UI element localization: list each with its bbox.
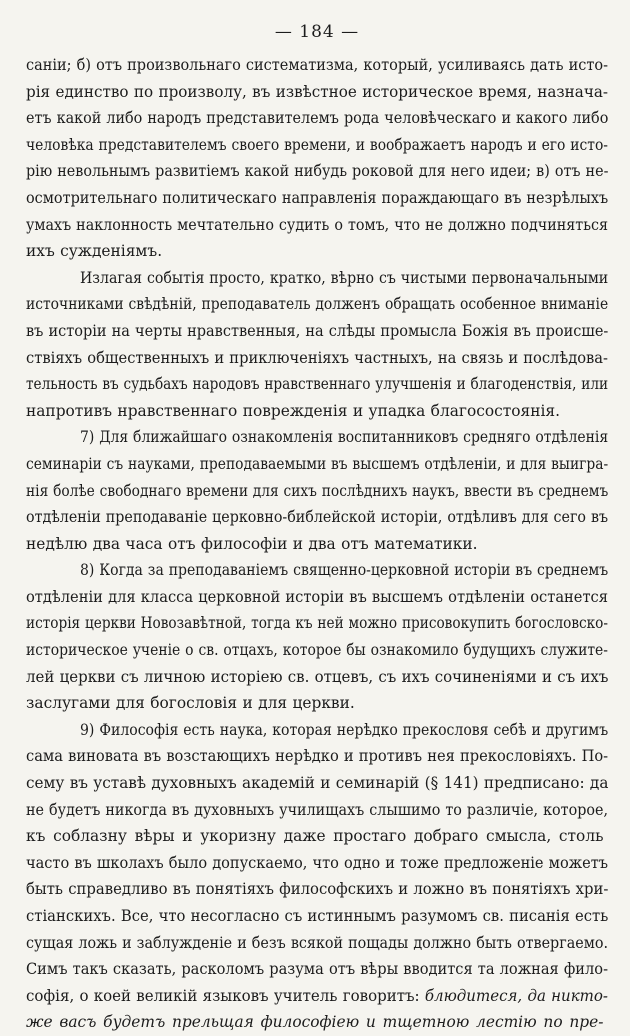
line-text: человѣка представителемъ своего времени, и воображаетъ народъ и его исто- [26, 135, 608, 154]
text-line [26, 398, 608, 425]
line-text: часто въ школахъ было допускаемо, что одно и тоже предложеніе можетъ [26, 853, 608, 872]
line-text: 7) Для ближайшаго ознакомленія воспитанниковъ средняго отдѣленія [80, 428, 609, 447]
page-number: — 184 — [274, 22, 360, 42]
text-line [26, 983, 608, 1010]
line-text: 9) Философія есть наука, которая нерѣдко прекословя себѣ и другимъ [80, 720, 609, 739]
text-line [26, 371, 608, 398]
text-line [26, 132, 608, 159]
text-line [26, 79, 608, 106]
text-line [26, 318, 608, 345]
line-text: семинаріи съ науками, преподаваемыми въ высшемъ отдѣленіи, и для выигра- [26, 454, 609, 473]
line-text: источниками свѣдѣній, преподаватель долженъ обращать особенное вниманіе [26, 295, 609, 314]
line-text: софія, о коей великій языковъ учитель говоритъ: [26, 986, 420, 1005]
line-text: отдѣленіи для класса церковной исторіи въ высшемъ отдѣленіи останется [26, 587, 608, 606]
line-text: историческое ученіе о св. отцахъ, которое бы ознакомило будущихъ служите- [26, 641, 608, 660]
line-text: умахъ наклонность мечтательно судить о томъ, что не должно подчиняться [26, 215, 608, 234]
line-text: саніи; б) отъ произвольнаго систематизма, который, усиливаясь дать исто- [26, 56, 608, 74]
line-text: въ исторіи на черты нравственныя, на слѣды промысла Божія въ происше- [26, 321, 609, 340]
line-text: отдѣленіи преподаваніе церковно-библейской исторіи, отдѣливъ для сего въ [26, 508, 609, 527]
line-text: къ соблазну вѣры и укоризну даже простаго добраго смысла, столь [26, 827, 604, 846]
text-line [26, 637, 608, 664]
text-line [26, 345, 608, 372]
text-line [26, 770, 608, 797]
line-text: стіанскихъ. Все, что несогласно съ истиннымъ разумомъ св. писанія есть [26, 907, 609, 925]
text-line [26, 823, 608, 850]
line-text: рія единство по произволу, въ извѣстное историческое время, назнача- [26, 82, 608, 101]
text-line [26, 478, 608, 505]
line-text: тельность въ судьбахъ народовъ нравственнаго улучшенія и благоденствія, или [26, 375, 609, 394]
line-text: не будетъ никогда въ духовныхъ училищахъ слышимо то различіе, которое, [26, 800, 608, 819]
text-line [26, 850, 608, 877]
text-line [26, 664, 608, 691]
line-text: етъ какой либо народъ представителемъ рода человѣческаго и какого либо [26, 109, 609, 128]
text-line [26, 797, 608, 824]
body-text [26, 52, 608, 1036]
line-text: 8) Когда за преподаваніемъ священно-церковной исторіи въ среднемъ [80, 561, 609, 580]
line-text: сущая ложь и заблужденіе и безъ всякой пощады должно быть отвергаемо. [26, 933, 608, 952]
text-line [26, 265, 608, 292]
text-line [26, 584, 608, 611]
text-line [26, 1009, 608, 1036]
text-line [26, 424, 608, 451]
line-text: осмотрительнаго политическаго направленія пораждающаго въ незрѣлыхъ [26, 188, 609, 207]
text-line [26, 743, 608, 770]
line-text: сама виновата въ возстающихъ нерѣдко и противъ нея прекословіяхъ. По- [26, 747, 609, 766]
line-text: нія болѣе свободнаго времени для сихъ послѣднихъ наукъ, ввести въ среднемъ [26, 481, 609, 500]
line-text: заслугами для богословія и для церкви. [26, 694, 355, 713]
text-line [26, 105, 608, 132]
text-line [26, 451, 608, 478]
text-line [26, 52, 608, 79]
text-line [26, 531, 608, 558]
text-line [26, 903, 608, 930]
text-line [26, 930, 608, 957]
line-text: сему въ уставѣ духовныхъ академій и семинарій (§ 141) предписано: да [26, 774, 609, 793]
text-line [26, 238, 608, 265]
text-line [26, 291, 608, 318]
line-text: исторія церкви Новозавѣтной, тогда къ ней можно присовокупить богословско- [26, 614, 608, 633]
text-line [26, 610, 608, 637]
line-text: Симъ такъ сказать, расколомъ разума отъ вѣры вводится та ложная фило- [26, 960, 608, 979]
text-line [26, 504, 608, 531]
line-text: недѣлю два часа отъ философіи и два отъ математики. [26, 534, 478, 553]
line-text: ихъ сужденіямъ. [26, 242, 163, 261]
line-text: рію невольнымъ развитіемъ какой нибудь роковой для него идеи; в) отъ не- [26, 162, 609, 181]
line-text: напротивъ нравственнаго поврежденія и упадка благосостоянія. [26, 401, 561, 420]
line-text: ствіяхъ общественныхъ и приключеніяхъ частныхъ, на связь и послѣдова- [26, 348, 608, 367]
text-line [26, 185, 608, 212]
italic-quote: же васъ будетъ прельщая философіею и тщетною лестію по пре- [26, 1013, 604, 1032]
line-text: быть справедливо въ понятіяхъ философскихъ и ложно въ понятіяхъ хри- [26, 880, 609, 899]
line-text: лей церкви съ личною исторіею св. отцевъ, съ ихъ сочиненіями и съ ихъ [26, 667, 609, 686]
text-line [26, 956, 608, 983]
text-line [26, 557, 608, 584]
text-line [26, 717, 608, 744]
text-line [26, 212, 608, 239]
text-line [26, 876, 608, 903]
text-line [26, 158, 608, 185]
italic-quote: блюдитеся, да никто- [419, 986, 608, 1005]
line-text: Излагая событія просто, кратко, вѣрно съ чистыми первоначальными [80, 268, 609, 287]
text-line [26, 690, 608, 717]
